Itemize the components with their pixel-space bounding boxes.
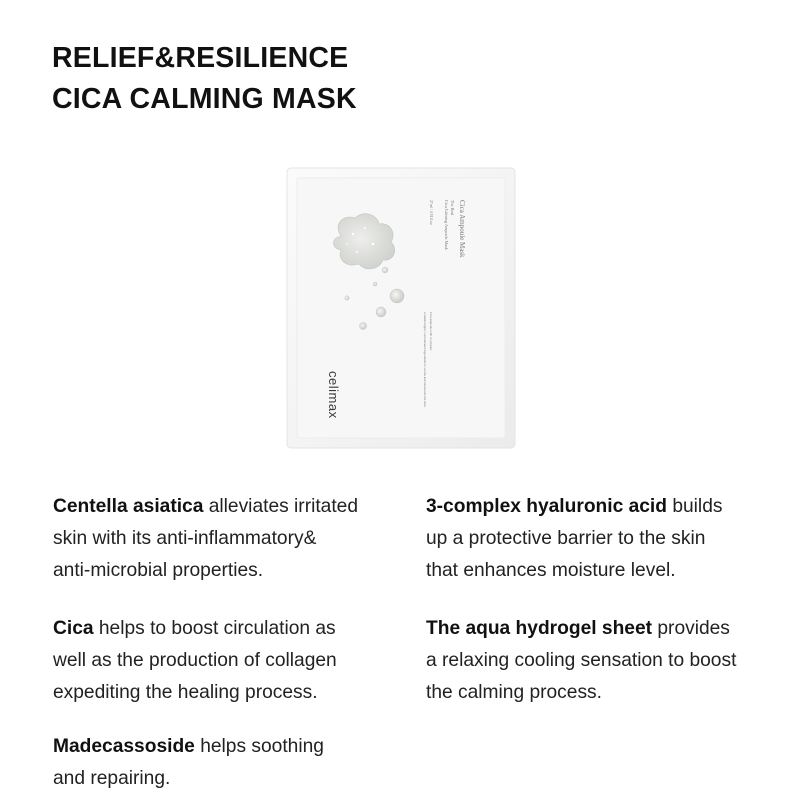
pouch-desc-2: contains highly concentrated ingredients to soothe and moisturize the skin. bbox=[423, 312, 427, 408]
title-line-2: CICA CALMING MASK bbox=[52, 83, 357, 115]
ingredient-line-3: expediting the healing process. bbox=[53, 682, 318, 703]
ingredient-cica bbox=[53, 613, 337, 709]
gel-drop bbox=[360, 323, 367, 330]
title-line-1: RELIEF&RESILIENCE bbox=[52, 42, 349, 74]
ingredient-line-3: that enhances moisture level. bbox=[426, 560, 676, 581]
ingredient-text: helps to boost circulation as bbox=[93, 618, 336, 639]
brand-logo: celimax bbox=[326, 371, 341, 419]
ingredient-line-2: up a protective barrier to the skin bbox=[426, 528, 706, 549]
ingredient-centella bbox=[53, 491, 358, 587]
gel-drop bbox=[390, 289, 404, 303]
ingredient-line-1 bbox=[53, 731, 324, 763]
ingredient-name: Cica bbox=[53, 618, 94, 639]
gel-drop bbox=[345, 296, 349, 300]
ingredient-line-1 bbox=[426, 491, 722, 523]
page-title bbox=[52, 38, 357, 120]
product-image bbox=[285, 166, 517, 450]
ingredient-line-1 bbox=[53, 613, 337, 645]
ingredient-line-2: skin with its anti-inflammatory& bbox=[53, 528, 317, 549]
ingredient-line-1 bbox=[426, 613, 736, 645]
ingredient-text: alleviates irritated bbox=[203, 496, 359, 517]
pouch-volume: 27 ml / 0.91 fl.oz bbox=[429, 200, 433, 225]
ingredient-text: builds bbox=[667, 496, 723, 517]
gel-drop bbox=[376, 307, 386, 317]
ingredient-line-2: well as the production of collagen bbox=[53, 650, 337, 671]
ingredient-name: Centella asiatica bbox=[53, 496, 204, 517]
ingredient-name: Madecassoside bbox=[53, 736, 195, 757]
ingredient-hyaluronic-acid bbox=[426, 491, 722, 587]
mask-pouch-illustration bbox=[285, 166, 517, 450]
pouch-desc-1: Cica ampoule with 3-complex bbox=[429, 312, 433, 351]
ingredient-line-2: a relaxing cooling sensation to boost bbox=[426, 650, 737, 671]
ingredient-text: provides bbox=[652, 618, 730, 639]
ingredient-line-2: and repairing. bbox=[53, 768, 171, 789]
ingredient-line-1 bbox=[53, 491, 358, 523]
ingredient-name: The aqua hydrogel sheet bbox=[426, 618, 653, 639]
ingredient-line-3: anti-microbial properties. bbox=[53, 560, 264, 581]
ingredient-text: helps soothing bbox=[194, 736, 324, 757]
ingredient-madecassoside bbox=[53, 731, 324, 795]
pouch-sub-2: Cica Calming Ampoule Mask bbox=[444, 200, 449, 250]
gel-drop bbox=[382, 267, 388, 273]
ingredient-hydrogel-sheet bbox=[426, 613, 736, 709]
pouch-sub-1: The Real bbox=[450, 200, 455, 216]
ingredient-name: 3-complex hyaluronic acid bbox=[426, 496, 667, 517]
gel-drop bbox=[373, 282, 377, 286]
pouch-name: Cica Ampoule Mask bbox=[458, 200, 466, 258]
ingredient-line-3: the calming process. bbox=[426, 682, 602, 703]
